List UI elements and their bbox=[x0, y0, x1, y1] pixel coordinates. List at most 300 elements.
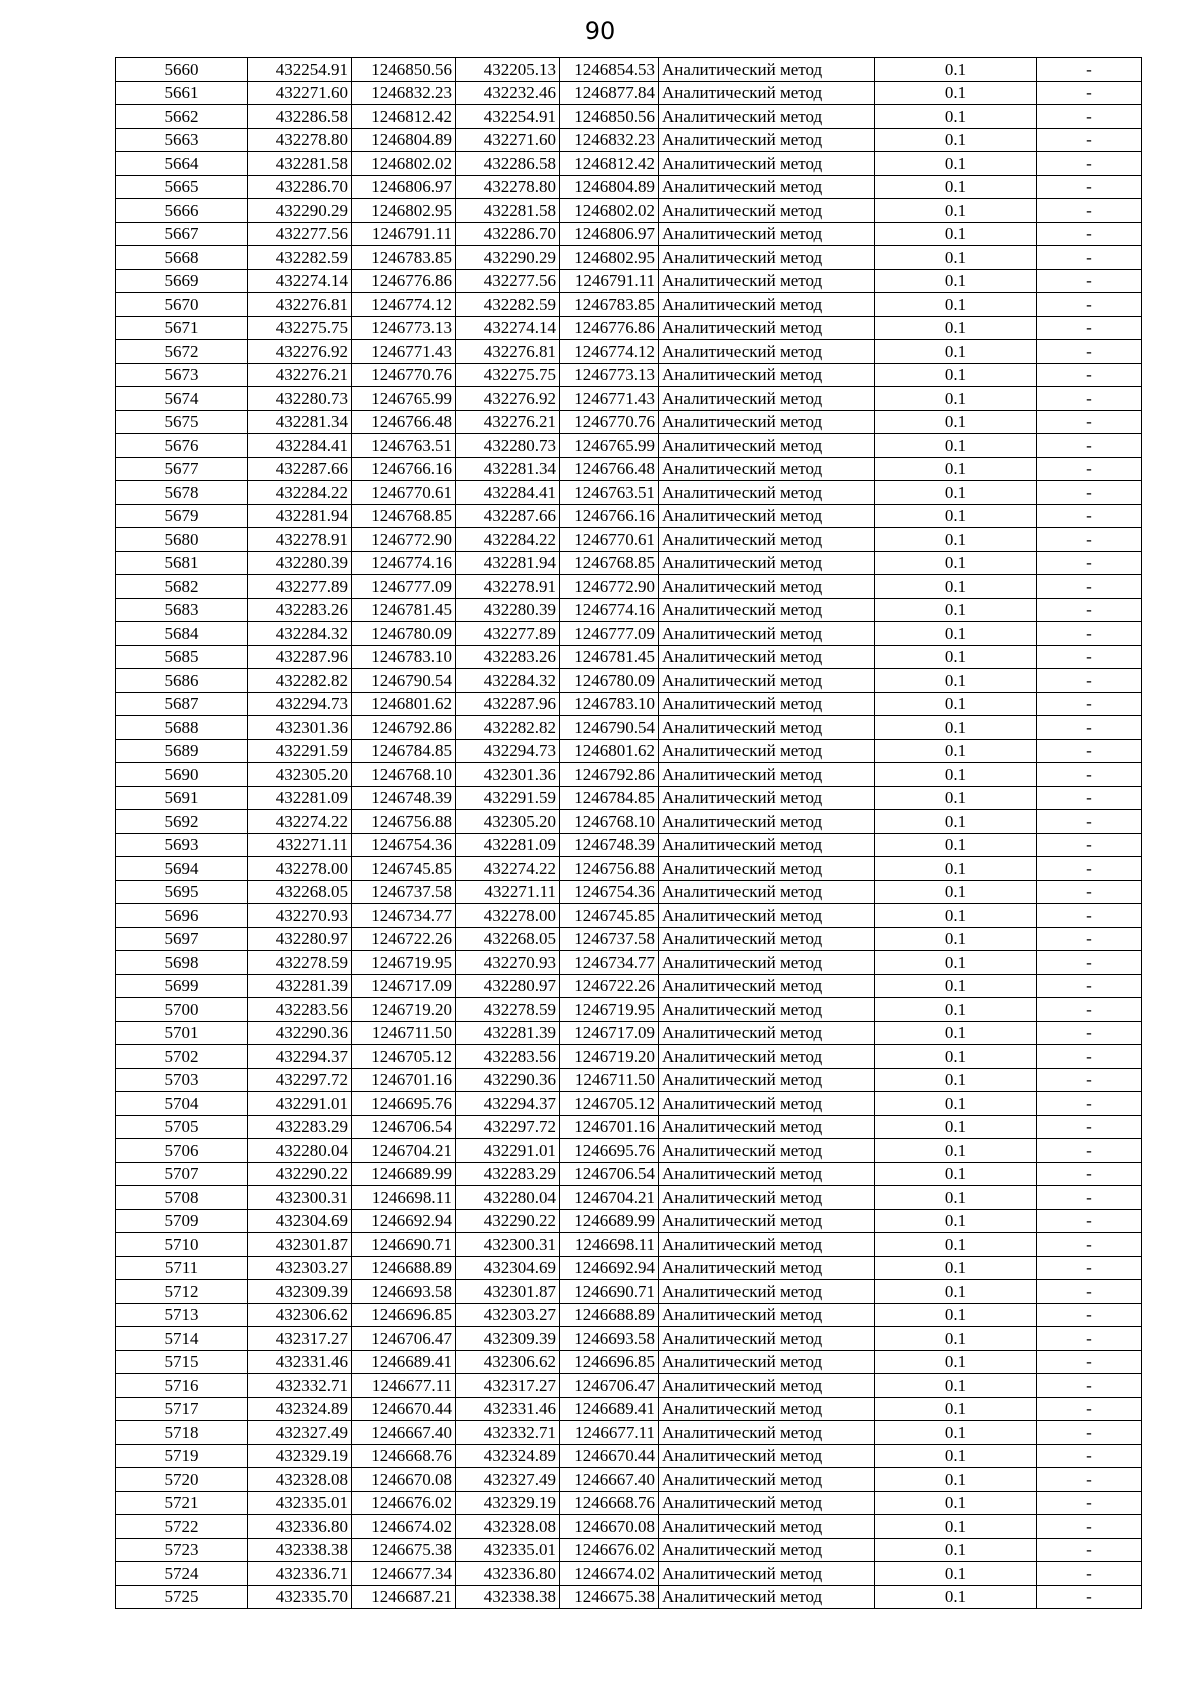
prev-x-coordinate-cell: 432274.14 bbox=[456, 316, 560, 340]
y-coordinate-cell: 1246706.54 bbox=[352, 1115, 456, 1139]
note-cell: - bbox=[1037, 1468, 1142, 1492]
note-cell: - bbox=[1037, 1350, 1142, 1374]
point-number-cell: 5675 bbox=[116, 410, 248, 434]
point-number-cell: 5718 bbox=[116, 1421, 248, 1445]
prev-x-coordinate-cell: 432280.04 bbox=[456, 1186, 560, 1210]
x-coordinate-cell: 432287.96 bbox=[248, 645, 352, 669]
method-cell: Аналитический метод bbox=[659, 1562, 875, 1586]
y-coordinate-cell: 1246791.11 bbox=[352, 222, 456, 246]
accuracy-cell: 0.1 bbox=[875, 175, 1037, 199]
prev-x-coordinate-cell: 432277.56 bbox=[456, 269, 560, 293]
method-cell: Аналитический метод bbox=[659, 481, 875, 505]
x-coordinate-cell: 432276.92 bbox=[248, 340, 352, 364]
note-cell: - bbox=[1037, 739, 1142, 763]
method-cell: Аналитический метод bbox=[659, 551, 875, 575]
prev-y-coordinate-cell: 1246783.10 bbox=[560, 692, 659, 716]
prev-y-coordinate-cell: 1246770.61 bbox=[560, 528, 659, 552]
accuracy-cell: 0.1 bbox=[875, 1350, 1037, 1374]
x-coordinate-cell: 432275.75 bbox=[248, 316, 352, 340]
method-cell: Аналитический метод bbox=[659, 504, 875, 528]
point-number-cell: 5709 bbox=[116, 1209, 248, 1233]
note-cell: - bbox=[1037, 974, 1142, 998]
note-cell: - bbox=[1037, 1209, 1142, 1233]
point-number-cell: 5674 bbox=[116, 387, 248, 411]
y-coordinate-cell: 1246770.76 bbox=[352, 363, 456, 387]
x-coordinate-cell: 432328.08 bbox=[248, 1468, 352, 1492]
table-row bbox=[116, 1444, 1142, 1468]
method-cell: Аналитический метод bbox=[659, 1585, 875, 1609]
x-coordinate-cell: 432284.32 bbox=[248, 622, 352, 646]
method-cell: Аналитический метод bbox=[659, 1421, 875, 1445]
method-cell: Аналитический метод bbox=[659, 1350, 875, 1374]
x-coordinate-cell: 432332.71 bbox=[248, 1374, 352, 1398]
point-number-cell: 5691 bbox=[116, 786, 248, 810]
accuracy-cell: 0.1 bbox=[875, 645, 1037, 669]
x-coordinate-cell: 432278.80 bbox=[248, 128, 352, 152]
accuracy-cell: 0.1 bbox=[875, 81, 1037, 105]
x-coordinate-cell: 432283.56 bbox=[248, 998, 352, 1022]
accuracy-cell: 0.1 bbox=[875, 246, 1037, 270]
prev-x-coordinate-cell: 432335.01 bbox=[456, 1538, 560, 1562]
prev-y-coordinate-cell: 1246773.13 bbox=[560, 363, 659, 387]
accuracy-cell: 0.1 bbox=[875, 692, 1037, 716]
x-coordinate-cell: 432336.80 bbox=[248, 1515, 352, 1539]
y-coordinate-cell: 1246695.76 bbox=[352, 1092, 456, 1116]
table-row bbox=[116, 387, 1142, 411]
note-cell: - bbox=[1037, 692, 1142, 716]
prev-y-coordinate-cell: 1246774.16 bbox=[560, 598, 659, 622]
prev-y-coordinate-cell: 1246688.89 bbox=[560, 1303, 659, 1327]
prev-y-coordinate-cell: 1246781.45 bbox=[560, 645, 659, 669]
y-coordinate-cell: 1246802.95 bbox=[352, 199, 456, 223]
method-cell: Аналитический метод bbox=[659, 1468, 875, 1492]
prev-x-coordinate-cell: 432303.27 bbox=[456, 1303, 560, 1327]
y-coordinate-cell: 1246773.13 bbox=[352, 316, 456, 340]
accuracy-cell: 0.1 bbox=[875, 763, 1037, 787]
prev-x-coordinate-cell: 432336.80 bbox=[456, 1562, 560, 1586]
y-coordinate-cell: 1246783.10 bbox=[352, 645, 456, 669]
method-cell: Аналитический метод bbox=[659, 1538, 875, 1562]
point-number-cell: 5723 bbox=[116, 1538, 248, 1562]
method-cell: Аналитический метод bbox=[659, 1186, 875, 1210]
point-number-cell: 5690 bbox=[116, 763, 248, 787]
note-cell: - bbox=[1037, 669, 1142, 693]
note-cell: - bbox=[1037, 1045, 1142, 1069]
accuracy-cell: 0.1 bbox=[875, 1421, 1037, 1445]
method-cell: Аналитический метод bbox=[659, 716, 875, 740]
prev-x-coordinate-cell: 432294.73 bbox=[456, 739, 560, 763]
note-cell: - bbox=[1037, 810, 1142, 834]
note-cell: - bbox=[1037, 833, 1142, 857]
x-coordinate-cell: 432277.89 bbox=[248, 575, 352, 599]
accuracy-cell: 0.1 bbox=[875, 669, 1037, 693]
method-cell: Аналитический метод bbox=[659, 1092, 875, 1116]
note-cell: - bbox=[1037, 551, 1142, 575]
table-body bbox=[116, 58, 1142, 1609]
y-coordinate-cell: 1246771.43 bbox=[352, 340, 456, 364]
x-coordinate-cell: 432281.34 bbox=[248, 410, 352, 434]
method-cell: Аналитический метод bbox=[659, 951, 875, 975]
prev-x-coordinate-cell: 432281.39 bbox=[456, 1021, 560, 1045]
prev-x-coordinate-cell: 432306.62 bbox=[456, 1350, 560, 1374]
y-coordinate-cell: 1246804.89 bbox=[352, 128, 456, 152]
x-coordinate-cell: 432274.22 bbox=[248, 810, 352, 834]
accuracy-cell: 0.1 bbox=[875, 1468, 1037, 1492]
table-row bbox=[116, 1233, 1142, 1257]
accuracy-cell: 0.1 bbox=[875, 1092, 1037, 1116]
x-coordinate-cell: 432301.36 bbox=[248, 716, 352, 740]
accuracy-cell: 0.1 bbox=[875, 1068, 1037, 1092]
prev-x-coordinate-cell: 432287.96 bbox=[456, 692, 560, 716]
note-cell: - bbox=[1037, 1515, 1142, 1539]
accuracy-cell: 0.1 bbox=[875, 1021, 1037, 1045]
table-row bbox=[116, 622, 1142, 646]
accuracy-cell: 0.1 bbox=[875, 434, 1037, 458]
prev-x-coordinate-cell: 432276.21 bbox=[456, 410, 560, 434]
note-cell: - bbox=[1037, 1139, 1142, 1163]
table-row bbox=[116, 1538, 1142, 1562]
method-cell: Аналитический метод bbox=[659, 1256, 875, 1280]
point-number-cell: 5677 bbox=[116, 457, 248, 481]
accuracy-cell: 0.1 bbox=[875, 293, 1037, 317]
prev-y-coordinate-cell: 1246676.02 bbox=[560, 1538, 659, 1562]
point-number-cell: 5689 bbox=[116, 739, 248, 763]
x-coordinate-cell: 432287.66 bbox=[248, 457, 352, 481]
accuracy-cell: 0.1 bbox=[875, 504, 1037, 528]
y-coordinate-cell: 1246711.50 bbox=[352, 1021, 456, 1045]
prev-y-coordinate-cell: 1246719.95 bbox=[560, 998, 659, 1022]
point-number-cell: 5708 bbox=[116, 1186, 248, 1210]
method-cell: Аналитический метод bbox=[659, 575, 875, 599]
accuracy-cell: 0.1 bbox=[875, 1045, 1037, 1069]
note-cell: - bbox=[1037, 1327, 1142, 1351]
point-number-cell: 5702 bbox=[116, 1045, 248, 1069]
note-cell: - bbox=[1037, 622, 1142, 646]
y-coordinate-cell: 1246693.58 bbox=[352, 1280, 456, 1304]
accuracy-cell: 0.1 bbox=[875, 833, 1037, 857]
x-coordinate-cell: 432284.22 bbox=[248, 481, 352, 505]
x-coordinate-cell: 432282.59 bbox=[248, 246, 352, 270]
prev-y-coordinate-cell: 1246763.51 bbox=[560, 481, 659, 505]
x-coordinate-cell: 432301.87 bbox=[248, 1233, 352, 1257]
x-coordinate-cell: 432306.62 bbox=[248, 1303, 352, 1327]
accuracy-cell: 0.1 bbox=[875, 1491, 1037, 1515]
x-coordinate-cell: 432268.05 bbox=[248, 880, 352, 904]
prev-x-coordinate-cell: 432280.73 bbox=[456, 434, 560, 458]
method-cell: Аналитический метод bbox=[659, 1233, 875, 1257]
accuracy-cell: 0.1 bbox=[875, 904, 1037, 928]
table-row bbox=[116, 222, 1142, 246]
note-cell: - bbox=[1037, 1303, 1142, 1327]
accuracy-cell: 0.1 bbox=[875, 1374, 1037, 1398]
table-row bbox=[116, 481, 1142, 505]
prev-x-coordinate-cell: 432283.26 bbox=[456, 645, 560, 669]
x-coordinate-cell: 432278.59 bbox=[248, 951, 352, 975]
method-cell: Аналитический метод bbox=[659, 434, 875, 458]
table-row bbox=[116, 1491, 1142, 1515]
point-number-cell: 5666 bbox=[116, 199, 248, 223]
note-cell: - bbox=[1037, 951, 1142, 975]
prev-y-coordinate-cell: 1246745.85 bbox=[560, 904, 659, 928]
y-coordinate-cell: 1246689.99 bbox=[352, 1162, 456, 1186]
note-cell: - bbox=[1037, 763, 1142, 787]
y-coordinate-cell: 1246777.09 bbox=[352, 575, 456, 599]
prev-x-coordinate-cell: 432290.36 bbox=[456, 1068, 560, 1092]
note-cell: - bbox=[1037, 998, 1142, 1022]
x-coordinate-cell: 432331.46 bbox=[248, 1350, 352, 1374]
prev-y-coordinate-cell: 1246667.40 bbox=[560, 1468, 659, 1492]
table-row bbox=[116, 692, 1142, 716]
table-row bbox=[116, 857, 1142, 881]
prev-y-coordinate-cell: 1246791.11 bbox=[560, 269, 659, 293]
y-coordinate-cell: 1246792.86 bbox=[352, 716, 456, 740]
x-coordinate-cell: 432290.36 bbox=[248, 1021, 352, 1045]
prev-y-coordinate-cell: 1246675.38 bbox=[560, 1585, 659, 1609]
point-number-cell: 5698 bbox=[116, 951, 248, 975]
prev-x-coordinate-cell: 432305.20 bbox=[456, 810, 560, 834]
x-coordinate-cell: 432281.58 bbox=[248, 152, 352, 176]
prev-y-coordinate-cell: 1246693.58 bbox=[560, 1327, 659, 1351]
accuracy-cell: 0.1 bbox=[875, 316, 1037, 340]
prev-y-coordinate-cell: 1246668.76 bbox=[560, 1491, 659, 1515]
point-number-cell: 5714 bbox=[116, 1327, 248, 1351]
y-coordinate-cell: 1246677.34 bbox=[352, 1562, 456, 1586]
table-row bbox=[116, 1115, 1142, 1139]
y-coordinate-cell: 1246688.89 bbox=[352, 1256, 456, 1280]
prev-x-coordinate-cell: 432328.08 bbox=[456, 1515, 560, 1539]
prev-x-coordinate-cell: 432283.56 bbox=[456, 1045, 560, 1069]
table-row bbox=[116, 1421, 1142, 1445]
prev-y-coordinate-cell: 1246804.89 bbox=[560, 175, 659, 199]
point-number-cell: 5697 bbox=[116, 927, 248, 951]
prev-y-coordinate-cell: 1246748.39 bbox=[560, 833, 659, 857]
x-coordinate-cell: 432303.27 bbox=[248, 1256, 352, 1280]
point-number-cell: 5693 bbox=[116, 833, 248, 857]
x-coordinate-cell: 432276.21 bbox=[248, 363, 352, 387]
x-coordinate-cell: 432290.29 bbox=[248, 199, 352, 223]
prev-x-coordinate-cell: 432291.59 bbox=[456, 786, 560, 810]
prev-x-coordinate-cell: 432276.92 bbox=[456, 387, 560, 411]
note-cell: - bbox=[1037, 1421, 1142, 1445]
prev-y-coordinate-cell: 1246832.23 bbox=[560, 128, 659, 152]
table-row bbox=[116, 1397, 1142, 1421]
point-number-cell: 5701 bbox=[116, 1021, 248, 1045]
accuracy-cell: 0.1 bbox=[875, 1233, 1037, 1257]
accuracy-cell: 0.1 bbox=[875, 528, 1037, 552]
y-coordinate-cell: 1246706.47 bbox=[352, 1327, 456, 1351]
method-cell: Аналитический метод bbox=[659, 152, 875, 176]
y-coordinate-cell: 1246776.86 bbox=[352, 269, 456, 293]
note-cell: - bbox=[1037, 410, 1142, 434]
table-row bbox=[116, 716, 1142, 740]
note-cell: - bbox=[1037, 316, 1142, 340]
table-row bbox=[116, 1256, 1142, 1280]
x-coordinate-cell: 432278.00 bbox=[248, 857, 352, 881]
y-coordinate-cell: 1246832.23 bbox=[352, 81, 456, 105]
prev-y-coordinate-cell: 1246768.85 bbox=[560, 551, 659, 575]
point-number-cell: 5713 bbox=[116, 1303, 248, 1327]
note-cell: - bbox=[1037, 645, 1142, 669]
table-row bbox=[116, 974, 1142, 998]
method-cell: Аналитический метод bbox=[659, 457, 875, 481]
prev-x-coordinate-cell: 432281.09 bbox=[456, 833, 560, 857]
prev-y-coordinate-cell: 1246790.54 bbox=[560, 716, 659, 740]
table-row bbox=[116, 1092, 1142, 1116]
method-cell: Аналитический метод bbox=[659, 1045, 875, 1069]
point-number-cell: 5685 bbox=[116, 645, 248, 669]
accuracy-cell: 0.1 bbox=[875, 457, 1037, 481]
accuracy-cell: 0.1 bbox=[875, 1303, 1037, 1327]
point-number-cell: 5671 bbox=[116, 316, 248, 340]
method-cell: Аналитический метод bbox=[659, 1327, 875, 1351]
point-number-cell: 5703 bbox=[116, 1068, 248, 1092]
prev-y-coordinate-cell: 1246754.36 bbox=[560, 880, 659, 904]
prev-y-coordinate-cell: 1246677.11 bbox=[560, 1421, 659, 1445]
y-coordinate-cell: 1246670.44 bbox=[352, 1397, 456, 1421]
y-coordinate-cell: 1246790.54 bbox=[352, 669, 456, 693]
prev-y-coordinate-cell: 1246812.42 bbox=[560, 152, 659, 176]
note-cell: - bbox=[1037, 1233, 1142, 1257]
prev-x-coordinate-cell: 432294.37 bbox=[456, 1092, 560, 1116]
y-coordinate-cell: 1246737.58 bbox=[352, 880, 456, 904]
table-row bbox=[116, 998, 1142, 1022]
accuracy-cell: 0.1 bbox=[875, 1115, 1037, 1139]
prev-y-coordinate-cell: 1246802.95 bbox=[560, 246, 659, 270]
note-cell: - bbox=[1037, 387, 1142, 411]
prev-x-coordinate-cell: 432297.72 bbox=[456, 1115, 560, 1139]
point-number-cell: 5725 bbox=[116, 1585, 248, 1609]
prev-x-coordinate-cell: 432275.75 bbox=[456, 363, 560, 387]
prev-x-coordinate-cell: 432284.41 bbox=[456, 481, 560, 505]
point-number-cell: 5684 bbox=[116, 622, 248, 646]
point-number-cell: 5680 bbox=[116, 528, 248, 552]
table-row bbox=[116, 363, 1142, 387]
point-number-cell: 5660 bbox=[116, 58, 248, 82]
prev-y-coordinate-cell: 1246695.76 bbox=[560, 1139, 659, 1163]
note-cell: - bbox=[1037, 1374, 1142, 1398]
prev-x-coordinate-cell: 432276.81 bbox=[456, 340, 560, 364]
y-coordinate-cell: 1246692.94 bbox=[352, 1209, 456, 1233]
point-number-cell: 5722 bbox=[116, 1515, 248, 1539]
table-row bbox=[116, 340, 1142, 364]
prev-x-coordinate-cell: 432329.19 bbox=[456, 1491, 560, 1515]
prev-x-coordinate-cell: 432281.58 bbox=[456, 199, 560, 223]
note-cell: - bbox=[1037, 1397, 1142, 1421]
point-number-cell: 5682 bbox=[116, 575, 248, 599]
table-row bbox=[116, 1280, 1142, 1304]
accuracy-cell: 0.1 bbox=[875, 269, 1037, 293]
prev-x-coordinate-cell: 432274.22 bbox=[456, 857, 560, 881]
prev-x-coordinate-cell: 432271.60 bbox=[456, 128, 560, 152]
table-row bbox=[116, 504, 1142, 528]
table-row bbox=[116, 1139, 1142, 1163]
table-row bbox=[116, 246, 1142, 270]
prev-x-coordinate-cell: 432283.29 bbox=[456, 1162, 560, 1186]
table-row bbox=[116, 1562, 1142, 1586]
method-cell: Аналитический метод bbox=[659, 927, 875, 951]
table-row bbox=[116, 1068, 1142, 1092]
point-number-cell: 5661 bbox=[116, 81, 248, 105]
table-row bbox=[116, 1350, 1142, 1374]
accuracy-cell: 0.1 bbox=[875, 363, 1037, 387]
point-number-cell: 5669 bbox=[116, 269, 248, 293]
note-cell: - bbox=[1037, 246, 1142, 270]
prev-y-coordinate-cell: 1246719.20 bbox=[560, 1045, 659, 1069]
point-number-cell: 5692 bbox=[116, 810, 248, 834]
prev-y-coordinate-cell: 1246674.02 bbox=[560, 1562, 659, 1586]
table-row bbox=[116, 645, 1142, 669]
accuracy-cell: 0.1 bbox=[875, 739, 1037, 763]
table-row bbox=[116, 880, 1142, 904]
point-number-cell: 5719 bbox=[116, 1444, 248, 1468]
point-number-cell: 5670 bbox=[116, 293, 248, 317]
method-cell: Аналитический метод bbox=[659, 269, 875, 293]
x-coordinate-cell: 432278.91 bbox=[248, 528, 352, 552]
prev-y-coordinate-cell: 1246766.16 bbox=[560, 504, 659, 528]
y-coordinate-cell: 1246756.88 bbox=[352, 810, 456, 834]
accuracy-cell: 0.1 bbox=[875, 622, 1037, 646]
method-cell: Аналитический метод bbox=[659, 528, 875, 552]
table-row bbox=[116, 598, 1142, 622]
prev-x-coordinate-cell: 432287.66 bbox=[456, 504, 560, 528]
prev-x-coordinate-cell: 432282.82 bbox=[456, 716, 560, 740]
note-cell: - bbox=[1037, 1256, 1142, 1280]
point-number-cell: 5716 bbox=[116, 1374, 248, 1398]
accuracy-cell: 0.1 bbox=[875, 105, 1037, 129]
prev-y-coordinate-cell: 1246756.88 bbox=[560, 857, 659, 881]
prev-x-coordinate-cell: 432286.58 bbox=[456, 152, 560, 176]
table-row bbox=[116, 1186, 1142, 1210]
accuracy-cell: 0.1 bbox=[875, 1515, 1037, 1539]
y-coordinate-cell: 1246696.85 bbox=[352, 1303, 456, 1327]
x-coordinate-cell: 432291.01 bbox=[248, 1092, 352, 1116]
prev-y-coordinate-cell: 1246689.41 bbox=[560, 1397, 659, 1421]
table-row bbox=[116, 810, 1142, 834]
x-coordinate-cell: 432283.26 bbox=[248, 598, 352, 622]
table-row bbox=[116, 1162, 1142, 1186]
prev-x-coordinate-cell: 432280.97 bbox=[456, 974, 560, 998]
accuracy-cell: 0.1 bbox=[875, 974, 1037, 998]
prev-y-coordinate-cell: 1246877.84 bbox=[560, 81, 659, 105]
prev-y-coordinate-cell: 1246698.11 bbox=[560, 1233, 659, 1257]
method-cell: Аналитический метод bbox=[659, 175, 875, 199]
point-number-cell: 5678 bbox=[116, 481, 248, 505]
prev-y-coordinate-cell: 1246706.47 bbox=[560, 1374, 659, 1398]
y-coordinate-cell: 1246768.85 bbox=[352, 504, 456, 528]
point-number-cell: 5667 bbox=[116, 222, 248, 246]
x-coordinate-cell: 432290.22 bbox=[248, 1162, 352, 1186]
x-coordinate-cell: 432271.60 bbox=[248, 81, 352, 105]
x-coordinate-cell: 432294.37 bbox=[248, 1045, 352, 1069]
prev-x-coordinate-cell: 432281.34 bbox=[456, 457, 560, 481]
prev-y-coordinate-cell: 1246734.77 bbox=[560, 951, 659, 975]
note-cell: - bbox=[1037, 105, 1142, 129]
note-cell: - bbox=[1037, 1585, 1142, 1609]
note-cell: - bbox=[1037, 457, 1142, 481]
table-row bbox=[116, 1515, 1142, 1539]
note-cell: - bbox=[1037, 363, 1142, 387]
table-row bbox=[116, 1045, 1142, 1069]
y-coordinate-cell: 1246780.09 bbox=[352, 622, 456, 646]
prev-y-coordinate-cell: 1246768.10 bbox=[560, 810, 659, 834]
y-coordinate-cell: 1246722.26 bbox=[352, 927, 456, 951]
y-coordinate-cell: 1246765.99 bbox=[352, 387, 456, 411]
method-cell: Аналитический метод bbox=[659, 739, 875, 763]
accuracy-cell: 0.1 bbox=[875, 222, 1037, 246]
y-coordinate-cell: 1246748.39 bbox=[352, 786, 456, 810]
y-coordinate-cell: 1246690.71 bbox=[352, 1233, 456, 1257]
y-coordinate-cell: 1246850.56 bbox=[352, 58, 456, 82]
